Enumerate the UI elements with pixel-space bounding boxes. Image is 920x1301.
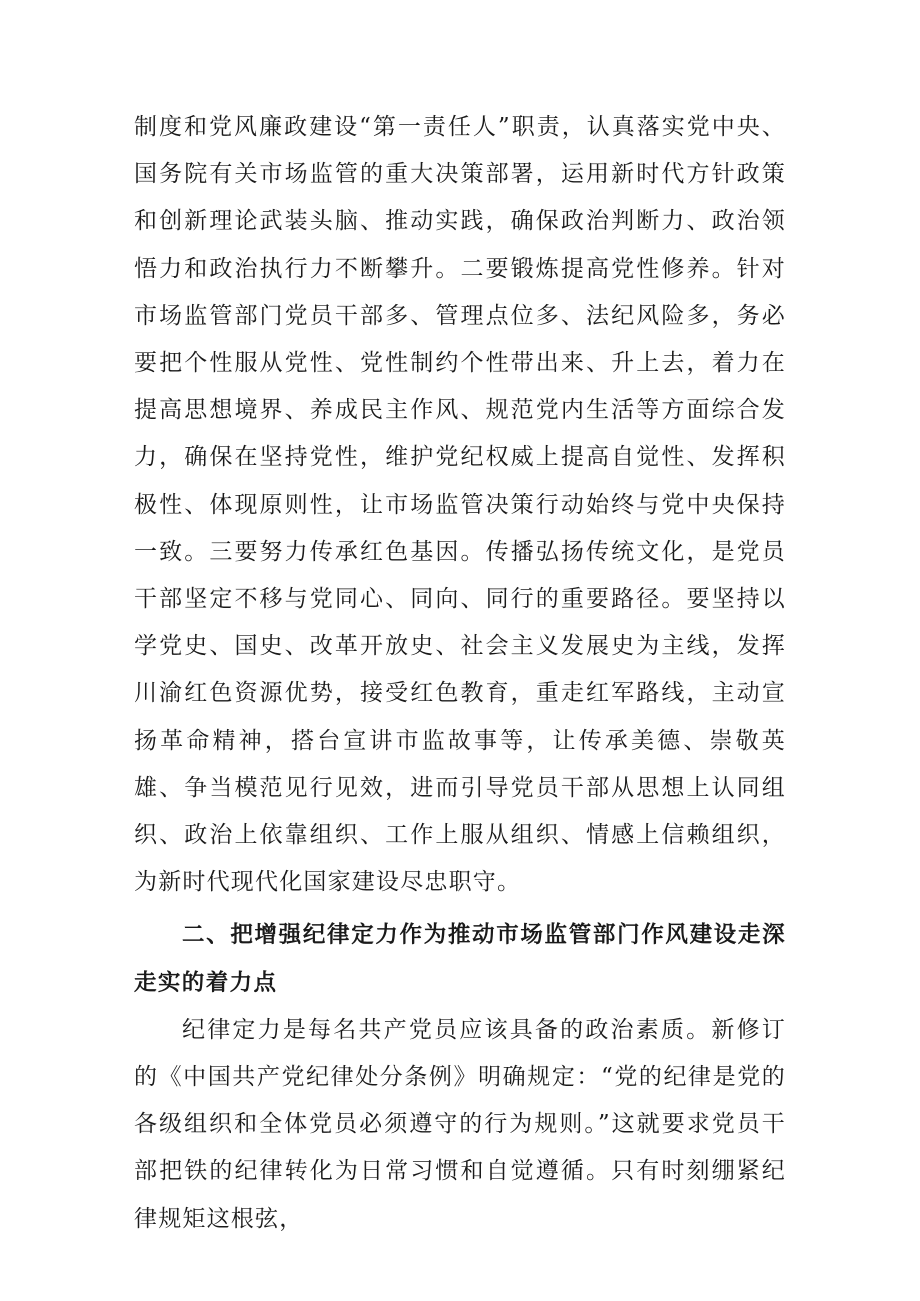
section-heading: 二、把增强纪律定力作为推动市场监管部门作风建设走深走实的着力点: [134, 922, 786, 996]
document-body: [134, 104, 786, 1243]
body-paragraph: 制度和党风廉政建设“第一责任人”职责，认真落实党中央、国务院有关市场监管的重大决策部署，运用新时代方针政策和创新理论武装头脑、推动实践，确保政治判断力、政治领悟力和政治执行力不断攀升。二要锻炼提高党性修养。针对市场监管部门党员干部多、管理点位多、法纪风险多，务必要把个性服从党性、党性制约个性带出来、升上去，着力在提高思想境界、养成民主作风、规范党内生活等方面综合发力，确保在坚持党性，维护党纪权威上提高自觉性、发挥积极性、体现原则性，让市场监管决策行动始终与党中央保持一致。三要努力传承红色基因。传播弘扬传统文化，是党员干部坚定不移与党同心、同向、同行的重要路径。要坚持以学党史、国史、改革开放史、社会主义发展史为主线，发挥川渝红色资源优势，接受红色教育，重走红军路线，主动宣扬革命精神，搭台宣讲市监故事等，让传承美德、崇敬英雄、争当模范见行见效，进而引导党员干部从思想上认同组织、政治上依靠组织、工作上服从组织、情感上信赖组织，为新时代现代化国家建设尽忠职守。: [134, 114, 786, 896]
body-paragraph: 纪律定力是每名共产党员应该具备的政治素质。新修订的《中国共产党纪律处分条例》明确规定：“党的纪律是党的各级组织和全体党员必须遵守的行为规则。”这就要求党员干部把铁的纪律转化为日常习惯和自觉遵循。只有时刻绷紧纪律规矩这根弦，: [134, 1016, 786, 1232]
